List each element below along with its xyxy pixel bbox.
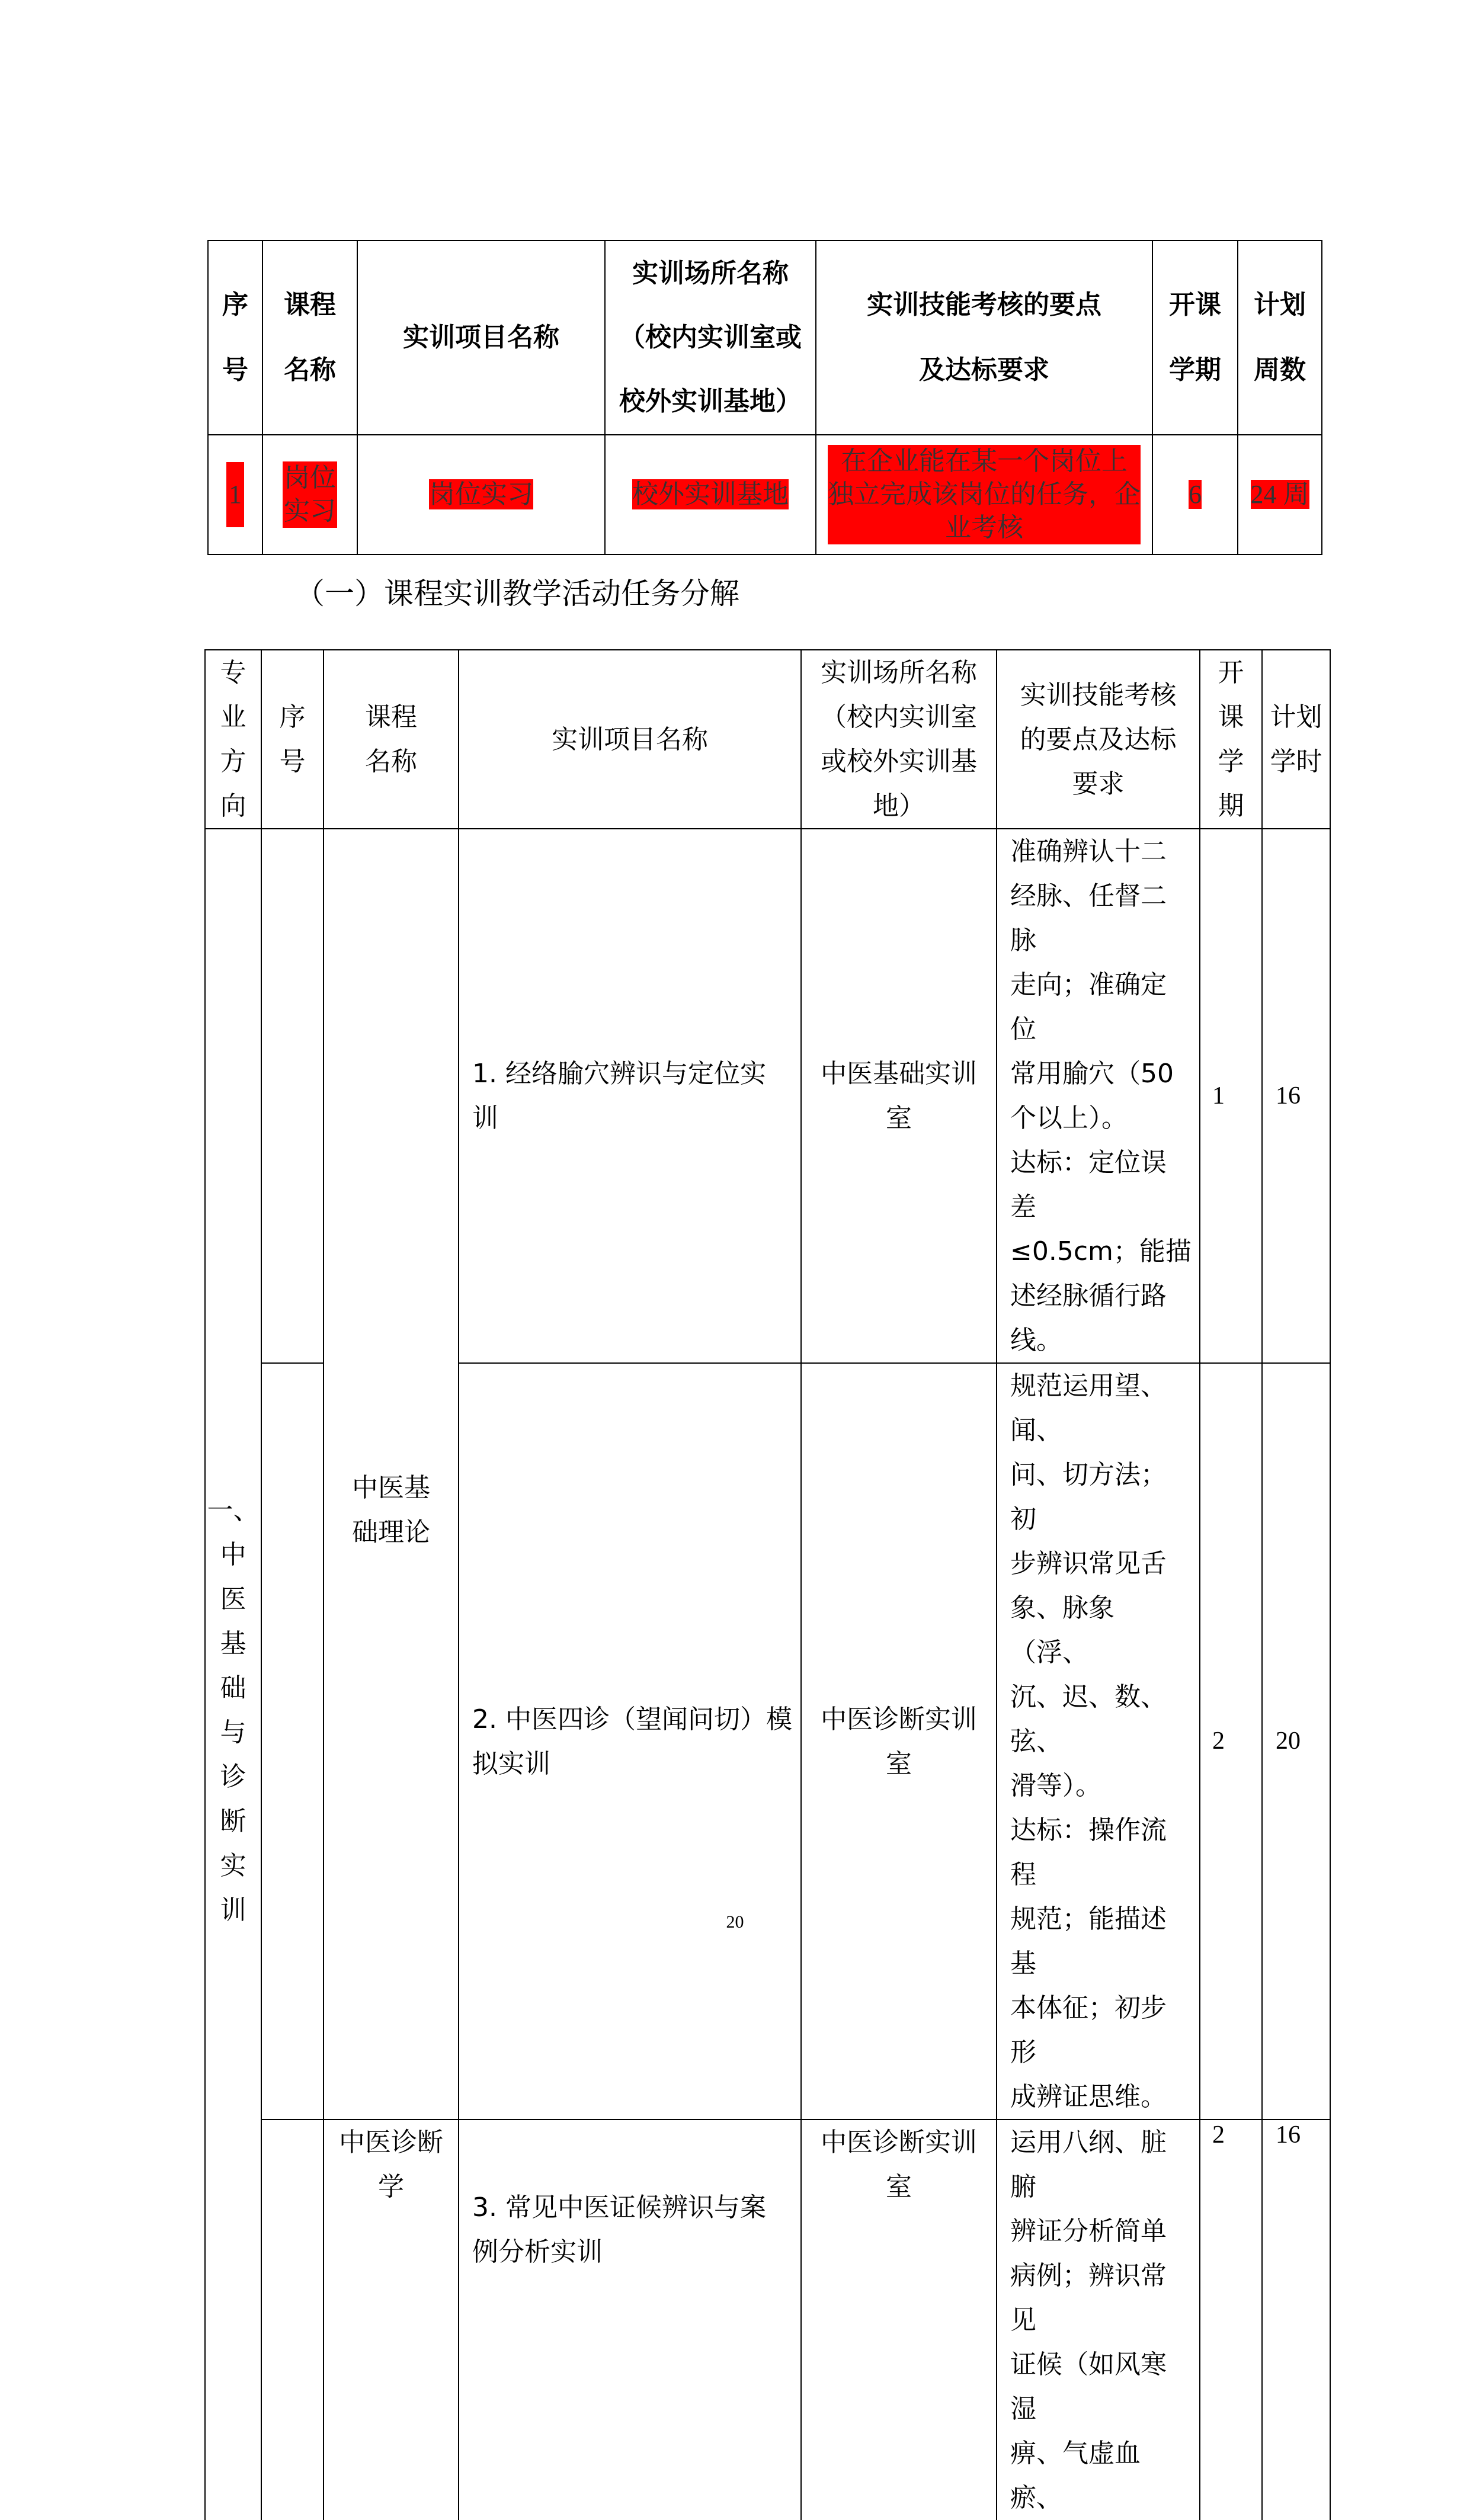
cell-skills: 在企业能在某一个岗位上 独立完成该岗位的任务，企 业考核: [816, 435, 1152, 554]
seq-cell: [261, 829, 324, 1363]
venue-cell: 中医基础实训 室: [801, 829, 997, 1363]
header-course: 课程 名称: [324, 650, 459, 829]
header-direction: 专 业 方 向: [205, 650, 261, 829]
cell-project: 岗位实习: [357, 435, 605, 554]
cell-venue: 校外实训基地: [605, 435, 816, 554]
project-cell: 1. 经络腧穴辨识与定位实 训: [459, 829, 801, 1363]
task-table-header: [205, 650, 1330, 829]
hours-cell: 16: [1262, 829, 1330, 1363]
header-course: 课程 名称: [262, 241, 357, 435]
table-row: [205, 829, 1330, 1363]
seq-cell: [261, 1363, 324, 2120]
skills-cell: 规范运用望、闻、 问、切方法；初 步辨识常见舌 象、脉象（浮、 沉、迟、数、弦、 滑等）。 达标：操作流程 规范；能描述基 本体征；初步形 成辨证思维。: [997, 1363, 1200, 2120]
header-semester: 开课 学期: [1152, 241, 1238, 435]
header-venue: 实训场所名称 （校内实训室或 校外实训基地）: [605, 241, 816, 435]
skills-cell: 运用八纲、脏腑 辨证分析简单 病例；辨识常见 证候（如风寒湿 痹、气虚血瘀、: [997, 2120, 1200, 2520]
section-title: （一）课程实训教学活动任务分解: [295, 576, 739, 611]
table-row: [205, 2120, 1330, 2520]
header-weeks: 计划 周数: [1238, 241, 1322, 435]
semester-cell: 2: [1200, 2120, 1262, 2520]
hours-cell: 16: [1262, 2120, 1330, 2520]
venue-cell: 中医诊断实训 室: [801, 2120, 997, 2520]
direction-cell: 一、 中 医 基 础 与 诊 断 实 训: [205, 829, 261, 2520]
cell-course: 岗位 实习: [262, 435, 357, 554]
venue-cell: 中医诊断实训 室: [801, 1363, 997, 2120]
header-skills: 实训技能考核 的要点及达标 要求: [997, 650, 1200, 829]
header-venue: 实训场所名称 （校内实训室 或校外实训基 地）: [801, 650, 997, 829]
header-project: 实训项目名称: [357, 241, 605, 435]
practice-table: [207, 240, 1322, 555]
practice-table-header: [208, 241, 1322, 435]
page-number: 20: [726, 1912, 744, 1932]
course-cell-1: 中医基 础理论: [324, 829, 459, 2120]
header-project: 实训项目名称: [459, 650, 801, 829]
hours-cell: 20: [1262, 1363, 1330, 2120]
project-cell: 2. 中医四诊（望闻问切）模 拟实训: [459, 1363, 801, 2120]
header-seq: 序 号: [261, 650, 324, 829]
header-skills: 实训技能考核的要点 及达标要求: [816, 241, 1152, 435]
project-cell: 3. 常见中医证候辨识与案 例分析实训: [459, 2120, 801, 2520]
semester-cell: 2: [1200, 1363, 1262, 2120]
seq-cell: [261, 2120, 324, 2520]
header-semester: 开 课 学 期: [1200, 650, 1262, 829]
course-cell-2: 中医诊断 学: [324, 2120, 459, 2520]
cell-weeks: 24 周: [1238, 435, 1322, 554]
cell-semester: 6: [1152, 435, 1238, 554]
semester-cell: 1: [1200, 829, 1262, 1363]
table-row: [208, 435, 1322, 554]
task-table: [204, 649, 1331, 2520]
skills-cell: 准确辨认十二 经脉、任督二脉 走向；准确定位 常用腧穴（50 个以上）。 达标：定位误差 ≤0.5cm；能描 述经脉循行路 线。: [997, 829, 1200, 1363]
header-hours: 计划 学时: [1262, 650, 1330, 829]
header-seq: 序 号: [208, 241, 262, 435]
cell-seq: 1: [208, 435, 262, 554]
